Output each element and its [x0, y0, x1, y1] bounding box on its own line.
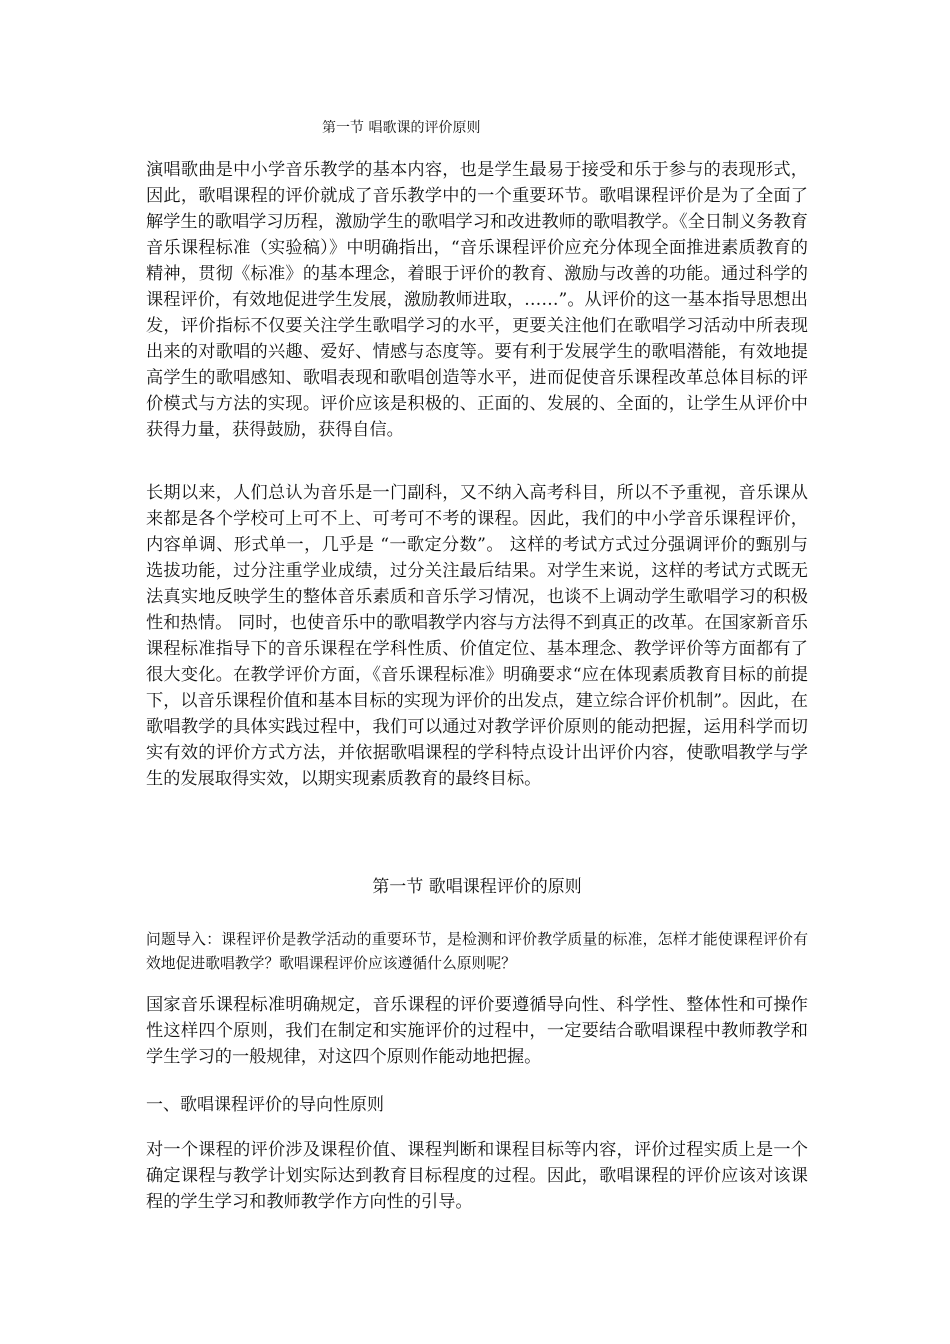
- intro-question: 问题导入：课程评价是教学活动的重要环节，是检测和评价教学质量的标准，怎样才能使课程评价有效地促进歌唱教学？歌唱课程评价应该遵循什么原则呢？: [146, 931, 808, 972]
- body-paragraph-2: 长期以来，人们总认为音乐是一门副科，又不纳入高考科目，所以不予重视，音乐课从来都是各个学校可上可不上、可考可不考的课程。因此，我们的中小学音乐课程评价，内容单调、形式单一，几乎是 “一歌定分数”。 这样的考试方式过分强调评价的甄别与选拔功能，过分注重学业成绩，过分关注最后结果。对学生来说，这样的考试方式既无法真实地反映学生的整体音乐素质和音乐学习情况，也谈不上调动学生歌唱学习的积极性和热情。 同时，也使音乐中的歌唱教学内容与方法得不到真正的改革。在国家新音乐课程标准指导下的音乐课程在学科性质、价值定位、基本理念、教学评价等方面都有了很大变化。在教学评价方面，《音乐课程标准》明确要求“应在体现素质教育目标的前提下，以音乐课程价值和基本目标的实现为评价的出发点，建立综合评价机制”。因此，在歌唱教学的具体实践过程中，我们可以通过对教学评价原则的能动把握，运用科学而切实有效的评价方式方法，并依据歌唱课程的学科特点设计出评价内容，使歌唱教学与学生的发展取得实效，以期实现素质教育的最终目标。: [146, 483, 808, 789]
- body-paragraph-3: 国家音乐课程标准明确规定，音乐课程的评价要遵循导向性、科学性、整体性和可操作性这样四个原则，我们在制定和实施评价的过程中，一定要结合歌唱课程中教师教学和学生学习的一般规律，对这四个原则作能动地把握。: [146, 995, 808, 1067]
- body-paragraph-4: 对一个课程的评价涉及课程价值、课程判断和课程目标等内容，评价过程实质上是一个确定课程与教学计划实际达到教育目标程度的过程。因此，歌唱课程的评价应该对该课程的学生学习和教师教学作方向性的引导。: [146, 1140, 808, 1212]
- subheading-guidance-principle: 一、歌唱课程评价的导向性原则: [146, 1095, 384, 1115]
- section-heading-centered: 第一节 歌唱课程评价的原则: [372, 877, 582, 897]
- body-paragraph-1: 演唱歌曲是中小学音乐教学的基本内容，也是学生最易于接受和乐于参与的表现形式，因此，歌唱课程的评价就成了音乐教学中的一个重要环节。歌唱课程评价是为了全面了解学生的歌唱学习历程，激励学生的歌唱学习和改进教师的歌唱教学。《全日制义务教育音乐课程标准（实验稿）》中明确指出，“音乐课程评价应充分体现全面推进素质教育的精神，贯彻《标准》的基本理念，着眼于评价的教育、激励与改善的功能。通过科学的课程评价，有效地促进学生发展，激励教师进取，……”。从评价的这一基本指导思想出发，评价指标不仅要关注学生歌唱学习的水平，更要关注他们在歌唱学习活动中所表现出来的对歌唱的兴趣、爱好、情感与态度等。要有利于发展学生的歌唱潜能，有效地提高学生的歌唱感知、歌唱表现和歌唱创造等水平，进而促使音乐课程改革总体目标的评价模式与方法的实现。评价应该是积极的、正面的、发展的、全面的，让学生从评价中获得力量，获得鼓励，获得自信。: [146, 160, 808, 440]
- section-heading-small: 第一节 唱歌课的评价原则: [322, 120, 481, 136]
